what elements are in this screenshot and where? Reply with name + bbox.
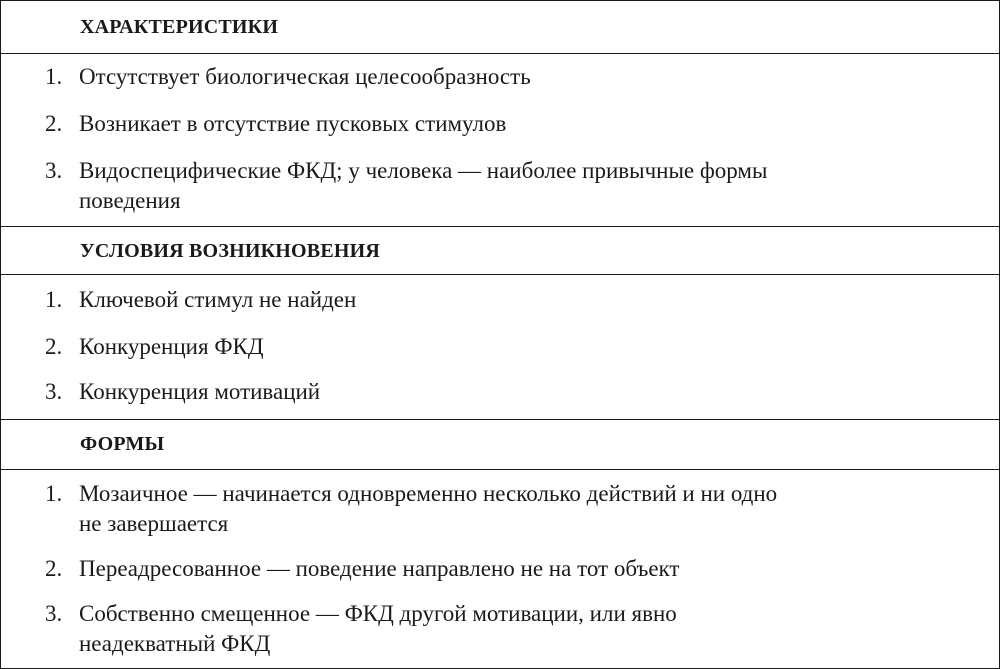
item-text: Ключевой стимул не найден <box>79 287 357 312</box>
item-text: Мозаичное — начинается одновременно несколько действий и ни одно <box>79 481 778 506</box>
item-number: 2. <box>45 556 63 581</box>
item-number: 1. <box>45 481 63 506</box>
item-text: Возникает в отсутствие пусковых стимулов <box>79 111 507 136</box>
item-number: 3. <box>45 158 63 183</box>
section-header-characteristics <box>1 1 999 54</box>
section-header-forms <box>1 420 999 470</box>
item-text: Видоспецифические ФКД; у человека — наиболее привычные формы <box>79 158 768 183</box>
item-text: Конкуренция ФКД <box>79 334 264 359</box>
item-number: 3. <box>45 379 63 404</box>
item-text: поведения <box>79 188 181 213</box>
item-number: 1. <box>45 287 63 312</box>
section-header-conditions <box>1 227 999 275</box>
item-text: неадекватный ФКД <box>79 631 271 656</box>
item-number: 2. <box>45 111 63 136</box>
section-header-label: ХАРАКТЕРИСТИКИ <box>80 16 279 38</box>
item-number: 1. <box>45 64 63 89</box>
item-text: Отсутствует биологическая целесообразность <box>79 64 531 89</box>
item-number: 3. <box>45 601 63 626</box>
item-text: Собственно смещенное — ФКД другой мотивации, или явно <box>79 601 677 626</box>
section-header-label: УСЛОВИЯ ВОЗНИКНОВЕНИЯ <box>80 240 381 262</box>
item-text: не завершается <box>79 511 229 536</box>
item-text: Конкуренция мотиваций <box>79 379 321 404</box>
item-text: Переадресованное — поведение направлено не на тот объект <box>79 556 680 581</box>
section-header-label: ФОРМЫ <box>80 433 165 455</box>
item-number: 2. <box>45 334 63 359</box>
